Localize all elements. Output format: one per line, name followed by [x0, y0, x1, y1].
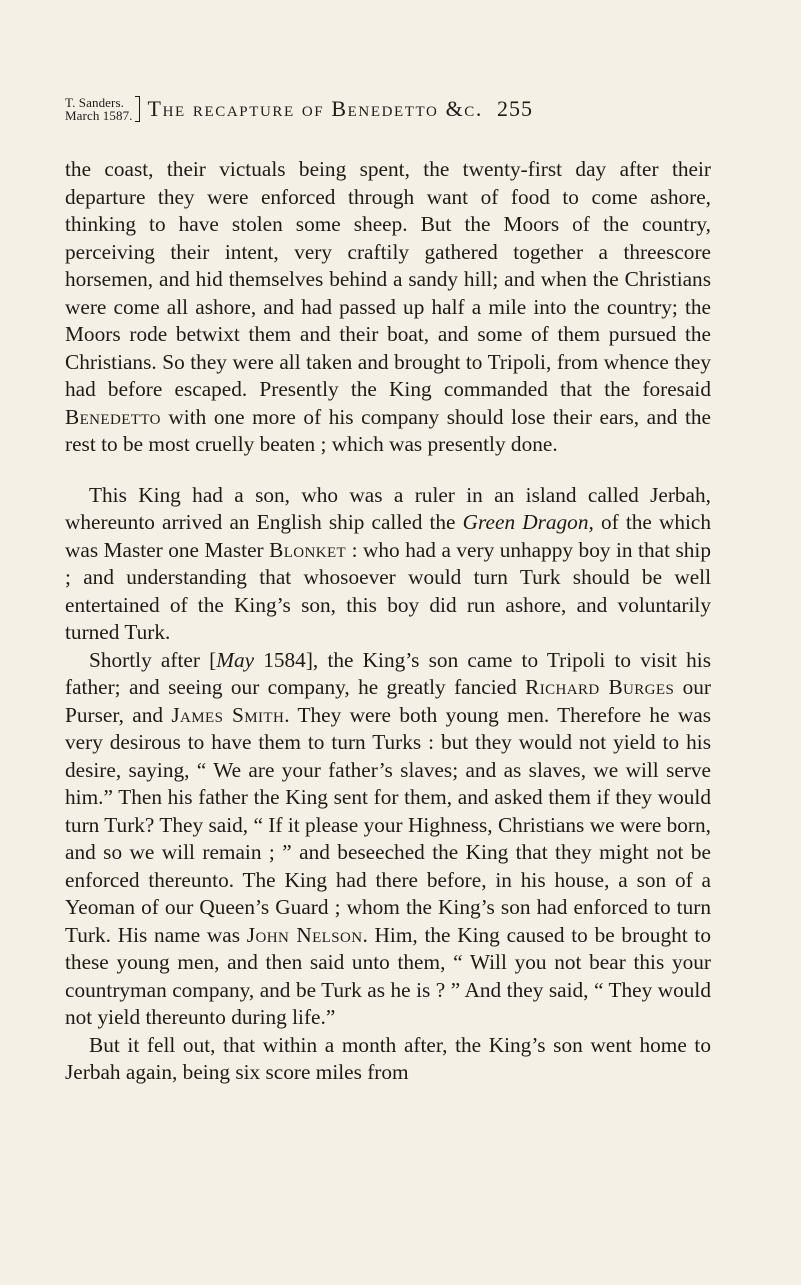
name-richard-burges: Richard Burges [525, 675, 675, 699]
name-james-smith: James Smith [171, 702, 285, 727]
margin-note-bracket [135, 96, 140, 122]
paragraph-3-text-1: Shortly after [ [89, 647, 217, 672]
paragraph-1 [65, 156, 711, 459]
paragraph-3 [65, 647, 711, 1032]
running-head [65, 88, 711, 130]
paragraph-2-text-1: This King had a son, who was a ruler in an island called Jerbah, whereunto arrived an English ship called the [65, 482, 711, 534]
margin-note-date: March 1587. [65, 108, 133, 123]
date-may: May [216, 647, 255, 672]
paragraph-4-text-1: But it fell out, that within a month after, the King’s son went home to Jerbah again, being six score miles from [65, 1032, 711, 1084]
margin-note-lines [65, 96, 133, 122]
paragraph-2-text-2: of the which was Master one Master [65, 510, 712, 562]
name-blonket: Blonket [269, 537, 347, 562]
paragraph-1-text-2: with one more of his company should lose their ears, and the rest to be most cruelly beaten ; which was presently done. [65, 404, 711, 456]
paragraph-1-text-1: the coast, their victuals being spent, the twenty-first day after their departure they were enforced through want of food to come ashore, thinking to have stolen some sheep. But the Moors of the country, perceiving their intent, very craftily gathered together a threescore horsemen, and hid themselves behind a sandy hill; and when the Christians were come all ashore, and had passed up half a mile into the country; the Moors rode betwixt them and their boat, and some of them pursued the Christians. So they were all taken and brought to Tripoli, from whence they had before escaped. Presently the King commanded that the foresaid [65, 157, 711, 401]
paragraph-3-text-2: 1584], the King’s son came to Tripoli to visit his father; and seeing our company, he greatly fancied [65, 647, 711, 699]
paragraph-3-text-5: . Him, the King caused to be brought to these young men, and then said unto them, “ Will you not bear this your countryman company, and be Turk as he is ? ” And they said, “ They would not yield thereunto during life.” [65, 922, 711, 1029]
book-page [65, 88, 711, 1087]
paragraph-2-text-3: : who had a very unhappy boy in that ship ; and understanding that whosoever would turn Turk should be well entertained of the King’s son, this boy did run ashore, and voluntarily turned Turk. [65, 537, 711, 644]
paragraph-2 [65, 482, 711, 647]
body-text [65, 156, 711, 1087]
name-john-nelson: John Nelson [246, 922, 363, 947]
page-number: 255 [496, 96, 533, 121]
ship-name-green-dragon: Green Dragon, [462, 510, 594, 534]
margin-note-author: T. Sanders. [65, 95, 124, 110]
margin-note [65, 96, 140, 122]
paragraph-3-text-4: . They were both young men. Therefore he was very desirous to have them to turn Turks : but they would not yield to his desire, saying, “ We are your father’s slaves; and as slaves, we will serve him.” Then his father the King sent for them, and asked them if they would turn Turk? They said, “ If it please your Highness, Christians we were born, and so we will remain ; ” and beseeched the King that they might not be enforced thereunto. The King had there before, in his house, a son of a Yeoman of our Queen’s Guard ; whom the King’s son had enforced to turn Turk. His name was [65, 702, 711, 947]
name-benedetto: Benedetto [65, 404, 161, 429]
running-title: The recapture of Benedetto &c. [147, 96, 483, 121]
paragraph-3-text-3: our Purser, and [65, 675, 711, 727]
paragraph-4 [65, 1032, 711, 1087]
